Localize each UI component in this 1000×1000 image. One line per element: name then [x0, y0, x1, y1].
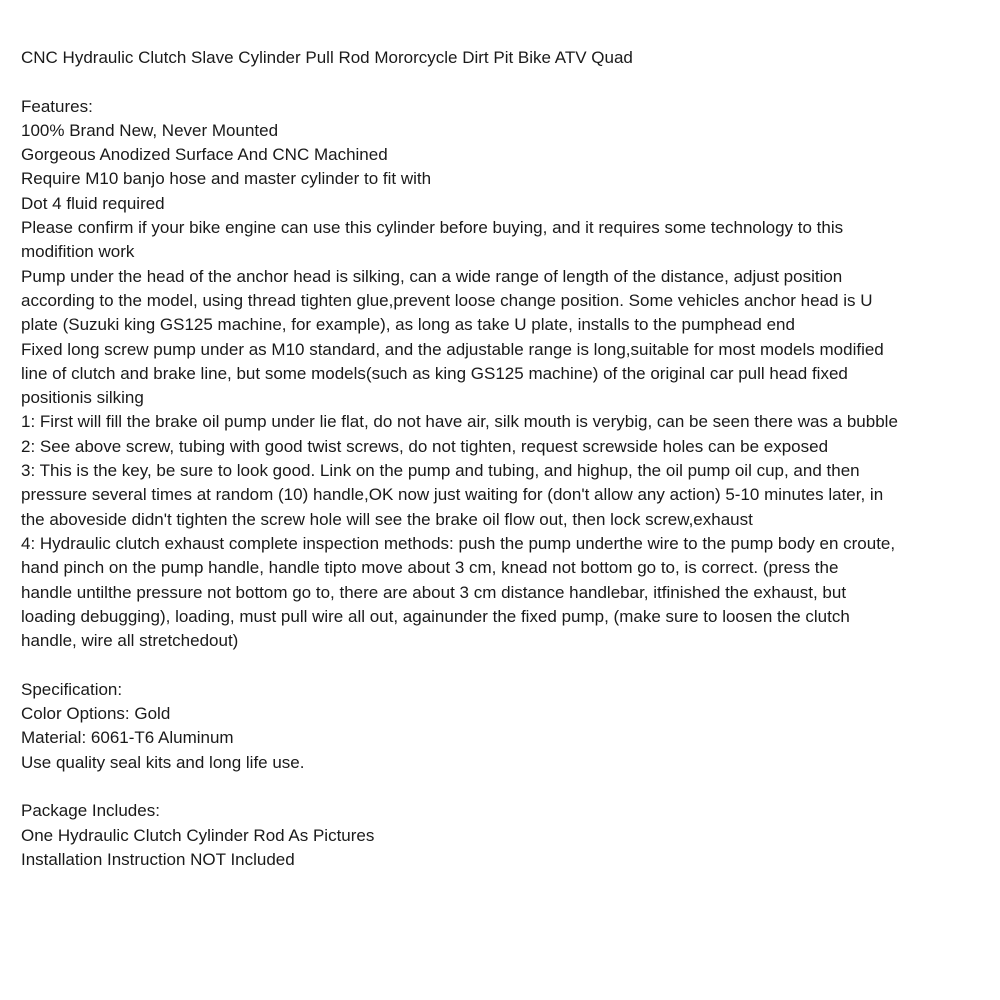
text-line: Gorgeous Anodized Surface And CNC Machined: [21, 145, 388, 165]
text-line: Pump under the head of the anchor head is silking, can a wide range of length of the distance, adjust position: [21, 266, 843, 286]
text-line: handle, wire all stretchedout): [21, 631, 239, 651]
text-line: Dot 4 fluid required: [21, 193, 165, 213]
text-block-specification: [21, 678, 990, 775]
text-line: the aboveside didn't tighten the screw hole will see the brake oil flow out, then lock screw,exhaust: [21, 509, 753, 529]
page-title: CNC Hydraulic Clutch Slave Cylinder Pull Rod Mororcycle Dirt Pit Bike ATV Quad: [21, 48, 633, 67]
text-line: plate (Suzuki king GS125 machine, for example), as long as take U plate, installs to the pumphead end: [21, 315, 795, 335]
text-line: 4: Hydraulic clutch exhaust complete inspection methods: push the pump underthe wire to the pump body en croute,: [21, 533, 896, 553]
text-line: line of clutch and brake line, but some models(such as king GS125 machine) of the original car pull head fixed: [21, 363, 848, 383]
text-line: 3: This is the key, be sure to look good. Link on the pump and tubing, and highup, the oil pump oil cup, and then: [21, 461, 860, 481]
text-line: Require M10 banjo hose and master cylinder to fit with: [21, 169, 432, 189]
text-line: Color Options: Gold: [21, 704, 171, 724]
text-line: Installation Instruction NOT Included: [21, 849, 295, 869]
text-line: according to the model, using thread tighten glue,prevent loose change position. Some vehicles anchor head is U: [21, 290, 873, 310]
text-line: hand pinch on the pump handle, handle tipto move about 3 cm, knead not bottom go to, is correct. (press the: [21, 558, 839, 578]
text-line: Features:: [21, 96, 93, 116]
text-block-package-includes: [21, 799, 990, 872]
text-line: Fixed long screw pump under as M10 standard, and the adjustable range is long,suitable for most models modified: [21, 339, 884, 359]
text-block-features: [21, 95, 990, 654]
text-line: pressure several times at random (10) handle,OK now just waiting for (don't allow any action) 5-10 minutes later, in: [21, 485, 884, 505]
text-line: 2: See above screw, tubing with good twist screws, do not tighten, request screwside holes can be exposed: [21, 436, 829, 456]
text-line: Material: 6061-T6 Aluminum: [21, 728, 234, 748]
text-line: handle untilthe pressure not bottom go to, there are about 3 cm distance handlebar, itfinished the exhaust, but: [21, 582, 847, 602]
text-line: loading debugging), loading, must pull wire all out, againunder the fixed pump, (make sure to loosen the clutch: [21, 606, 850, 626]
text-line: 1: First will fill the brake oil pump under lie flat, do not have air, silk mouth is verybig, can be seen there was a bubble: [21, 412, 898, 432]
text-line: modifition work: [21, 242, 135, 262]
text-line: Please confirm if your bike engine can use this cylinder before buying, and it requires some technology to this: [21, 218, 844, 238]
text-line: 100% Brand New, Never Mounted: [21, 120, 279, 140]
text-line: Specification:: [21, 679, 123, 699]
text-line: Package Includes:: [21, 801, 160, 821]
text-line: One Hydraulic Clutch Cylinder Rod As Pictures: [21, 825, 375, 845]
text-line: positionis silking: [21, 388, 144, 408]
description-body: [21, 95, 990, 873]
text-line: Use quality seal kits and long life use.: [21, 752, 305, 772]
